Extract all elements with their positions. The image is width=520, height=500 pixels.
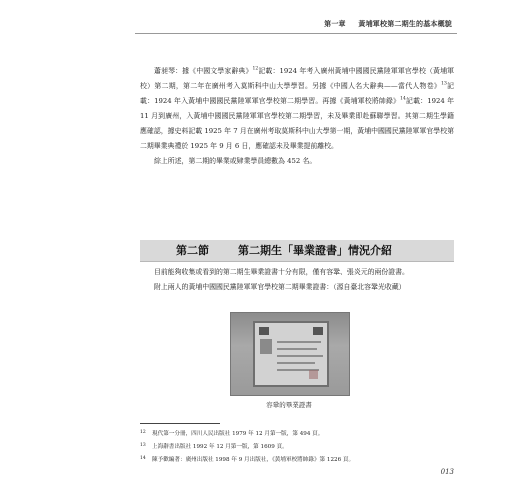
footnote bbox=[140, 441, 454, 454]
flag-icon bbox=[313, 327, 323, 335]
body-paragraph-1 bbox=[140, 64, 454, 154]
footnote-number: 14 bbox=[140, 456, 146, 461]
body-text-block bbox=[140, 64, 454, 169]
section-paragraph-2: 附上兩人的黃埔中國國民黨陸軍軍官學校第二期畢業證書：（源自臺北容鞏光收藏） bbox=[154, 283, 406, 291]
running-header bbox=[324, 19, 452, 29]
footnote-marker: 13 bbox=[441, 81, 447, 87]
section-text-block bbox=[140, 265, 454, 295]
paragraph-text-run: 記載：1924 年入黃埔中國國民黨陸軍軍官學校第二期學習。再據《黃埔軍校將帥錄》 bbox=[140, 82, 455, 105]
footnote-number: 12 bbox=[140, 430, 146, 435]
chapter-title: 黃埔軍校第二期生的基本概貌 bbox=[358, 20, 452, 28]
footnote-marker: 14 bbox=[400, 96, 406, 102]
page-number: 013 bbox=[440, 468, 454, 476]
footnote bbox=[140, 454, 454, 467]
seal-stamp bbox=[309, 370, 318, 379]
section-paragraph-1: 目前能夠收集或看到的第二期生畢業證書十分有限，僅有容鞏、張炎元的兩份證書。 bbox=[154, 268, 409, 276]
footnote-list bbox=[140, 428, 454, 467]
footnote-text: 上海辭書出版社 1992 年 12 月第一版，第 1609 頁。 bbox=[152, 444, 288, 450]
certificate-photo bbox=[230, 312, 350, 396]
portrait-image bbox=[260, 339, 272, 354]
footnote-text: 現代第一分冊，四川人民出版社 1979 年 12 月第一版，第 494 頁。 bbox=[152, 431, 324, 437]
footnote-text: 陳予歡編著：廣州出版社 1998 年 9 月出版社，《黃埔軍校將帥錄》第 1226 頁。 bbox=[152, 457, 355, 463]
certificate-image bbox=[253, 321, 329, 387]
footnote-marker: 12 bbox=[252, 66, 259, 72]
figure-caption: 容鞏的畢業證書 bbox=[266, 401, 312, 409]
paragraph-text-run: 蕭昶琴：據《中國文學家辭典》 bbox=[154, 67, 253, 75]
footnote bbox=[140, 428, 454, 441]
flag-icon bbox=[259, 327, 269, 335]
section-heading bbox=[140, 240, 454, 262]
paragraph-text-run: 記載：1924 年 11 月到廣州，入黃埔中國國民黨陸軍軍官學校第二期學習，未及畢業即赴蘇聯學習。其第二期生學籍應確認，據史料記載 1925 年 7 月在廣州考取莫斯科中山大學第一期，黃埔中國國民黨陸軍軍官學校第二期畢業典禮於 1925 年 9 月 6 日，應確認未及畢業提前離校。 bbox=[140, 97, 454, 150]
body-paragraph-2: 綜上所述，第二期的畢業或肄業學員總數為 452 名。 bbox=[154, 157, 317, 165]
footnote-number: 13 bbox=[140, 443, 146, 448]
section-number: 第二節 bbox=[176, 244, 209, 257]
paragraph-text-run: 記載：1924 年考入廣州黃埔中國國民黨陸軍軍官學校（黃埔軍校）第二期，第二年在廣州考入莫斯科中山大學學習。另據《中國人名大辭典——當代人物卷》 bbox=[140, 67, 454, 90]
footnote-rule bbox=[140, 423, 220, 424]
chapter-label: 第一章 bbox=[324, 20, 346, 28]
section-title: 第二期生「畢業證書」情況介紹 bbox=[238, 244, 392, 257]
header-rule bbox=[135, 33, 457, 34]
